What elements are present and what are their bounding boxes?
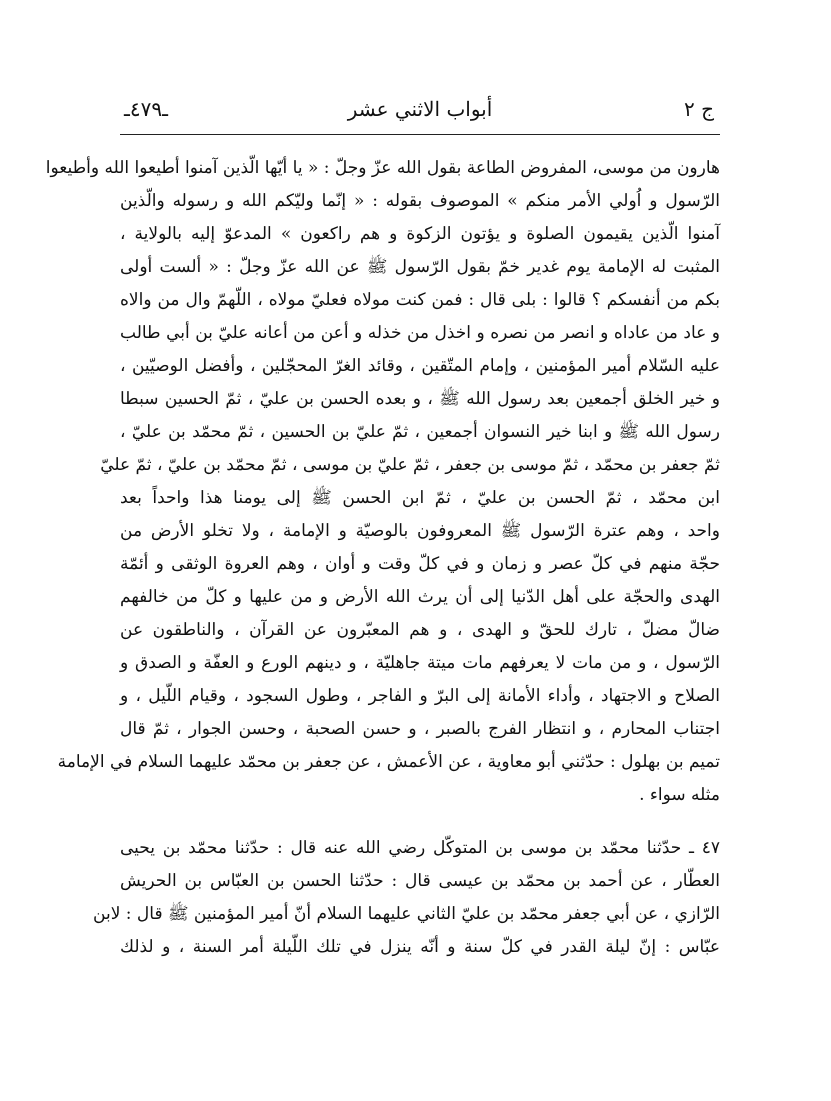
text-line: ضالّ مضلّ ، تارك للحقّ و الهدى ، و هم المعبّرون عن القرآن ، والناطقون عن: [120, 620, 720, 640]
text-line: العطّار ، عن أحمد بن محمّد بن عيسى قال : حدّثنا الحسن بن العبّاس بن الحريش: [120, 871, 720, 891]
text-line: عليه السّلام أمير المؤمنين ، وإمام المتّقين ، وقائد الغرّ المحجّلين ، وأفضل الوصيّين ،: [120, 356, 720, 376]
running-title: أبواب الاثني عشر: [347, 97, 493, 121]
header-divider: [120, 134, 720, 135]
text-line: الرّازي ، عن أبي جعفر محمّد بن عليّ الثاني عليهما السلام أنّ أمير المؤمنين ﷺ قال : لابن: [93, 904, 720, 924]
paragraph-gap: [120, 812, 720, 832]
volume-label: ج ٢: [683, 97, 714, 121]
text-line: تميم بن بهلول : حدّثني أبو معاوية ، عن الأعمش ، عن جعفر بن محمّد عليهما السلام في الإمامة: [57, 752, 720, 772]
text-line: المثبت له الإمامة يوم غدير خمّ بقول الرّسول ﷺ عن الله عزّ وجلّ : « ألست أولى: [120, 257, 720, 277]
text-line: عبّاس : إنّ ليلة القدر في كلّ سنة و أنّه ينزل في تلك اللّيلة أمر السنة ، و لذلك: [120, 937, 720, 957]
paragraph-1: [45, 152, 720, 812]
text-line: الصلاح و الاجتهاد ، وأداء الأمانة إلى البرّ و الفاجر ، وطول السجود ، وقيام اللّيل ، و: [120, 686, 720, 706]
text-line: ثمّ جعفر بن محمّد ، ثمّ موسى بن جعفر ، ثمّ عليّ بن موسى ، ثمّ محمّد بن عليّ ، ثمّ عليّ: [100, 455, 720, 475]
text-line: و عاد من عاداه و انصر من نصره و اخذل من خذله و أعن من أعانه عليّ بن أبي طالب: [120, 323, 720, 343]
text-line: الرّسول ، و من مات لا يعرفهم مات ميتة جاهليّة ، و دينهم الورع و العفّة و الصدق و: [120, 653, 720, 673]
text-line: واحد ، وهم عترة الرّسول ﷺ المعروفون بالوصيّة و الإمامة ، ولا تخلو الأرض من: [120, 521, 720, 541]
text-line: بكم من أنفسكم ؟ قالوا : بلى قال : فمن كنت مولاه فعليّ مولاه ، اللّهمّ وال من والاه: [120, 290, 720, 310]
text-line: رسول الله ﷺ و ابنا خير النسوان أجمعين ، ثمّ عليّ بن الحسين ، ثمّ محمّد بن عليّ ،: [120, 422, 720, 442]
text-line: هارون من موسى، المفروض الطاعة بقول الله عزّ وجلّ : « يا أيّها الّذين آمنوا أطيعوا الله وأطيعوا: [45, 158, 720, 178]
text-line: ٤٧ ـ حدّثنا محمّد بن موسى بن المتوكّل رضي الله عنه قال : حدّثنا محمّد بن يحيى: [120, 838, 720, 858]
text-line: آمنوا الّذين يقيمون الصلوة و يؤتون الزكوة و هم راكعون » المدعوّ إليه بالولاية ،: [120, 224, 720, 244]
page-body: [45, 152, 720, 964]
text-line: ابن محمّد ، ثمّ الحسن بن عليّ ، ثمّ ابن الحسن ﷺ إلى يومنا هذا واحداً بعد: [120, 488, 720, 508]
page-header: [120, 93, 720, 133]
text-line: و خير الخلق أجمعين بعد رسول الله ﷺ ، و بعده الحسن بن عليّ ، ثمّ الحسين سبطا: [120, 389, 720, 409]
text-line: مثله سواء .: [639, 785, 720, 805]
paragraph-2: [93, 832, 720, 964]
text-line: حجّة منهم في كلّ عصر و زمان و في كلّ وقت و أوان ، وهم العروة الوثقى و أئمّة: [120, 554, 720, 574]
text-line: الهدى والحجّة على أهل الدّنيا إلى أن يرث الله الأرض و من عليها و كلّ من خالفهم: [120, 587, 720, 607]
text-line: الرّسول و اُولي الأمر منكم » الموصوف بقوله : « إنّما وليّكم الله و رسوله والّذين: [120, 191, 720, 211]
page-number: ـ٤٧٩ـ: [124, 97, 168, 121]
text-line: اجتناب المحارم ، و انتظار الفرج بالصبر ، و حسن الصحبة ، وحسن الجوار ، ثمّ قال: [120, 719, 720, 739]
